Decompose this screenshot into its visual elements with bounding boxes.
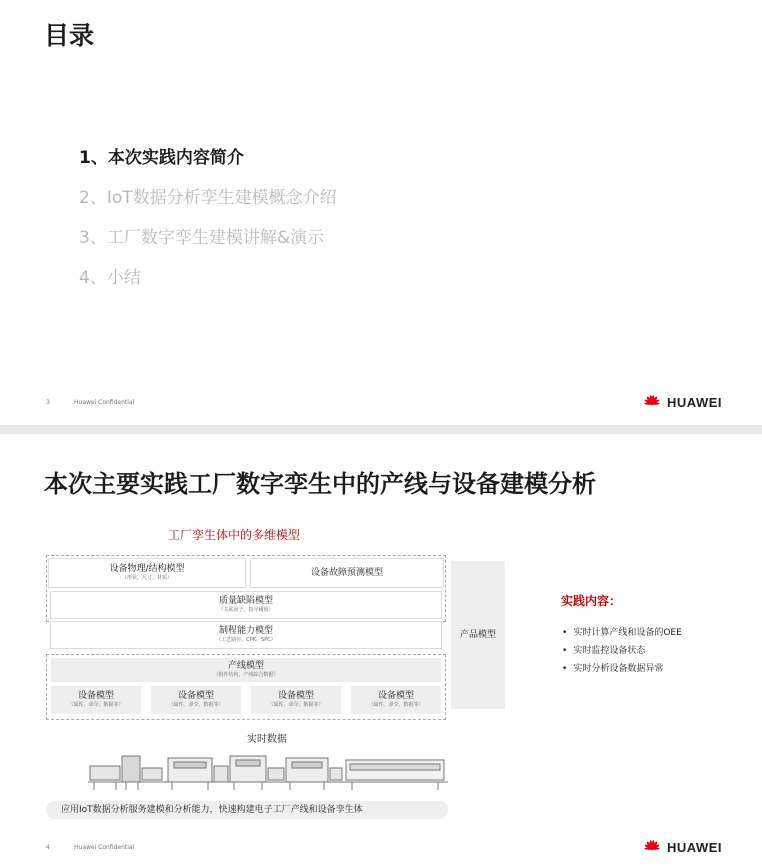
- production-line-icon: [88, 748, 448, 792]
- brand-name: HUAWEI: [667, 839, 722, 855]
- realtime-data-label: 实时数据: [247, 734, 287, 745]
- line-model-title: 产线模型: [227, 661, 264, 671]
- huawei-logo: [641, 839, 722, 855]
- slide-title: 本次主要实践工厂数字孪生中的产线与设备建模分析: [44, 470, 596, 498]
- practice-list: [562, 627, 682, 681]
- device-model-sub: （属性、命令、数据等）: [168, 702, 224, 708]
- structure-model-sub: （形状、尺寸、材质）: [121, 575, 172, 581]
- line-model-sub: （组件结构，产线综合数据）: [213, 672, 279, 678]
- slide-title: 目录: [44, 21, 95, 50]
- fault-model-title: 设备故障预测模型: [310, 567, 383, 578]
- quality-model-box: [50, 591, 442, 619]
- slide-contents: [0, 0, 762, 425]
- toc-item: 4、小结: [79, 268, 141, 288]
- device-model-box: [51, 686, 141, 714]
- list-item: • 实时计算产线和设备的OEE: [562, 627, 682, 645]
- list-item: • 实时监控设备状态: [562, 645, 682, 663]
- toc-item: 1、本次实践内容简介: [79, 148, 244, 168]
- device-model-sub: （属性、命令、数据等）: [68, 702, 124, 708]
- table-of-contents: [79, 146, 337, 306]
- structure-model-title: 设备物理/结构模型: [109, 564, 185, 574]
- page-number: 4: [46, 844, 50, 851]
- quality-model-sub: （关联因子、指导阈值）: [218, 607, 274, 613]
- process-model-sub: （工艺路径、CPK、SPC）: [216, 637, 276, 643]
- diagram-title: 工厂孪生体中的多维模型: [168, 528, 301, 542]
- huawei-flower-icon: [641, 394, 663, 410]
- brand-name: HUAWEI: [667, 394, 722, 410]
- toc-item: 3、工厂数字孪生建模讲解&演示: [79, 228, 325, 248]
- device-model-title: 设备模型: [277, 691, 314, 701]
- product-model-box: [451, 561, 505, 709]
- device-model-box: [251, 686, 341, 714]
- device-model-title: 设备模型: [77, 691, 114, 701]
- confidential-label: Huawei Confidential: [74, 844, 135, 851]
- device-model-box: [151, 686, 241, 714]
- huawei-logo: [641, 394, 722, 410]
- practice-heading: 实践内容：: [561, 594, 622, 608]
- list-item: • 实时分析设备数据异常: [562, 663, 682, 681]
- quality-model-title: 质量缺陷模型: [218, 596, 273, 606]
- fault-model-box: [250, 558, 444, 588]
- confidential-label: Huawei Confidential: [74, 399, 135, 406]
- device-model-title: 设备模型: [377, 691, 414, 701]
- slide-digital-twin: [0, 434, 762, 867]
- page-number: 3: [46, 399, 50, 406]
- device-model-sub: （属性、命令、数据等）: [268, 702, 324, 708]
- device-model-box: [351, 686, 441, 714]
- line-model-box: [51, 658, 441, 682]
- structure-model-box: [48, 558, 246, 588]
- device-model-sub: （属性、命令、数据等）: [368, 702, 424, 708]
- huawei-flower-icon: [641, 839, 663, 855]
- product-model-title: 产品模型: [459, 629, 496, 640]
- process-model-box: [50, 621, 442, 649]
- summary-bar: 应用IoT数据分析服务建模和分析能力，快速构建电子工厂产线和设备孪生体: [46, 801, 448, 819]
- device-model-title: 设备模型: [177, 691, 214, 701]
- process-model-title: 制程能力模型: [218, 626, 273, 636]
- toc-item: 2、IoT数据分析孪生建模概念介绍: [79, 188, 337, 208]
